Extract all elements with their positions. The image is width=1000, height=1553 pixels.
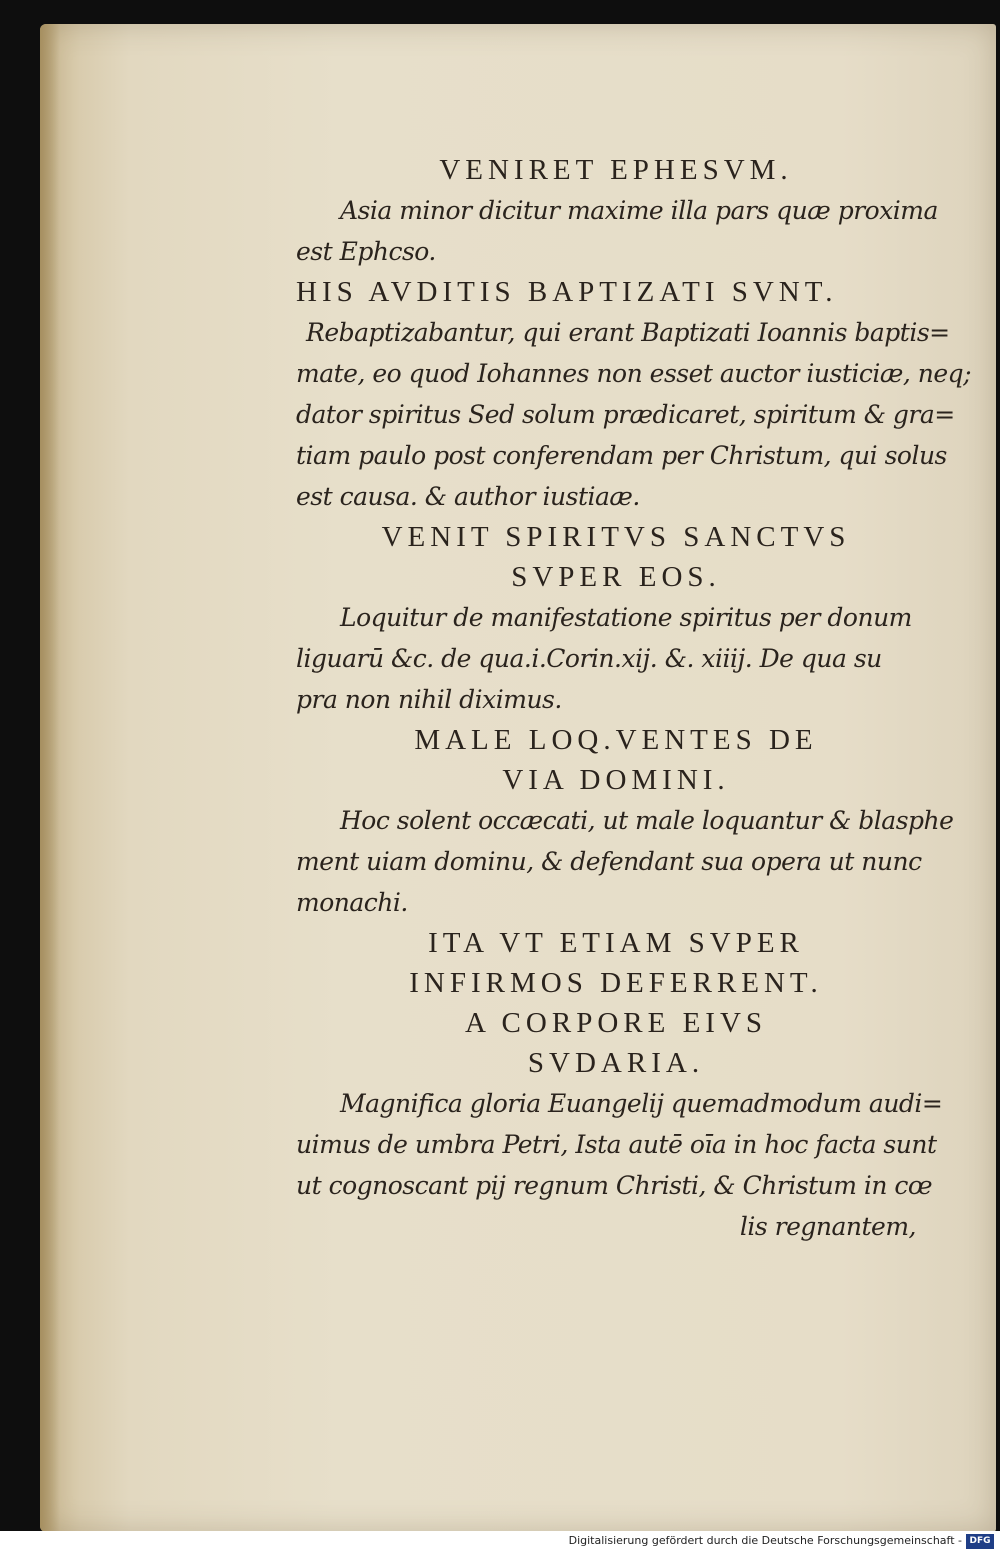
footer-credit: Digitalisierung gefördert durch die Deutsche Forschungsgemeinschaft - bbox=[568, 1534, 962, 1547]
text-line: tiam paulo post conferendam per Christum, qui solus bbox=[296, 441, 947, 470]
heading-super-eos: SVPER EOS. bbox=[511, 561, 721, 593]
page-edge bbox=[40, 24, 60, 1532]
text-line: est causa. & author iustiaæ. bbox=[296, 482, 640, 511]
heading-his-auditis: HIS AVDITIS BAPTIZATI SVNT. bbox=[296, 276, 838, 308]
page-text bbox=[296, 150, 972, 1247]
text-line: liguarū &c. de qua.i.Corin.xij. &. xiiij. De qua su bbox=[296, 644, 882, 673]
heading-veniret-ephesum: VENIRET EPHESVM. bbox=[439, 154, 793, 186]
heading-venit-spiritus: VENIT SPIRITVS SANCTVS bbox=[381, 521, 851, 553]
heading-male-loquentes: MALE LOQ.VENTES DE bbox=[414, 724, 818, 756]
text-line: uimus de umbra Petri, Ista autē oīa in hoc facta sunt bbox=[296, 1130, 937, 1159]
text-line: monachi. bbox=[296, 888, 408, 917]
text-line: Rebaptizabantur, qui erant Baptizati Ioannis baptis= bbox=[306, 318, 950, 347]
text-line: Asia minor dicitur maxime illa pars quæ proxima bbox=[340, 196, 938, 225]
text-line: ut cognoscant pij regnum Christi, & Christum in cœ bbox=[296, 1171, 933, 1200]
text-line: mate, eo quod Iohannes non esset auctor iusticiæ, neq; bbox=[296, 359, 972, 388]
text-line: est Ephcso. bbox=[296, 237, 436, 266]
dfg-logo: DFG bbox=[966, 1534, 994, 1549]
text-line: Loquitur de manifestatione spiritus per donum bbox=[340, 603, 912, 632]
text-line: Hoc solent occæcati, ut male loquantur & blasphe bbox=[340, 806, 954, 835]
text-line: Magnifica gloria Euangelij quemadmodum audi= bbox=[340, 1089, 943, 1118]
heading-ita-ut: ITA VT ETIAM SVPER bbox=[428, 927, 804, 959]
heading-infirmos: INFIRMOS DEFERRENT. bbox=[409, 967, 823, 999]
text-line: pra non nihil diximus. bbox=[296, 685, 562, 714]
heading-a-corpore: A CORPORE EIVS bbox=[464, 1007, 768, 1039]
heading-sudaria: SVDARIA. bbox=[527, 1047, 705, 1079]
text-line: ment uiam dominu, & defendant sua opera ut nunc bbox=[296, 847, 922, 876]
text-line: dator spiritus Sed solum prædicaret, spiritum & gra= bbox=[296, 400, 955, 429]
footer-bar bbox=[0, 1531, 1000, 1553]
heading-via-domini: VIA DOMINI. bbox=[502, 764, 730, 796]
text-line: lis regnantem, bbox=[739, 1212, 916, 1241]
